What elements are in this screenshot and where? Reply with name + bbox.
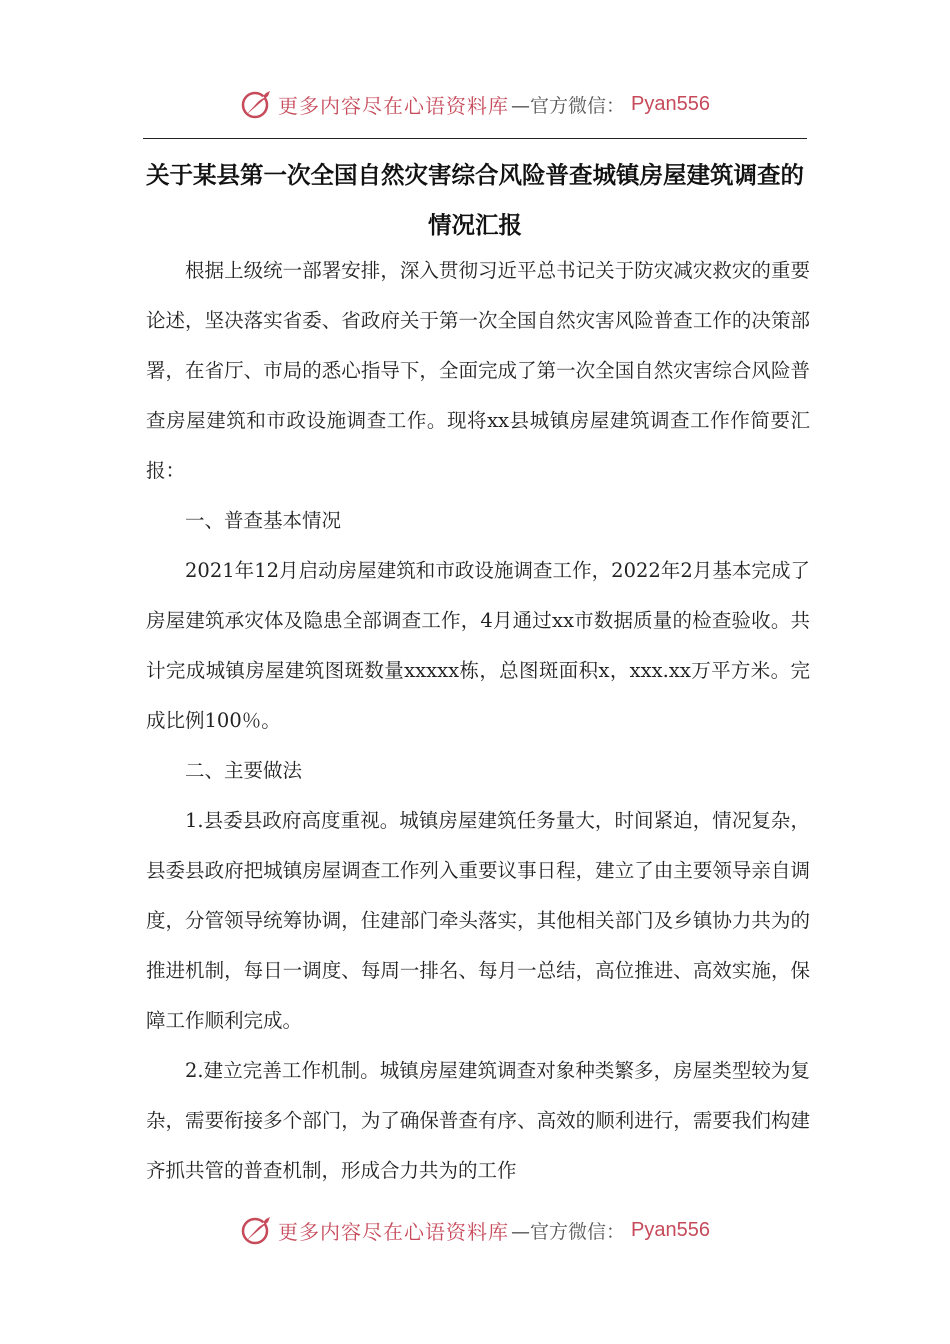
header-rule	[143, 138, 807, 139]
footer-banner	[0, 1210, 950, 1250]
quill-logo-icon	[240, 87, 274, 121]
paragraph-basic-situation: 2021年12月启动房屋建筑和市政设施调查工作，2022年2月基本完成了房屋建筑承灾体及隐患全部调查工作，4月通过xx市数据质量的检查验收。共计完成城镇房屋建筑图斑数量xxxxx栋，总图斑面积x，xxx.xx万平方米。完成比例100％。	[146, 559, 810, 732]
banner-wechat-id: Pyan556	[631, 92, 710, 115]
banner-official: —官方微信：	[511, 1220, 626, 1243]
document-title: 关于某县第一次全国自然灾害综合风险普查城镇房屋建筑调查的情况汇报	[146, 161, 804, 239]
section-heading-2: 二、主要做法	[185, 759, 303, 782]
banner-official: —官方微信：	[511, 94, 626, 117]
paragraph-item-1: 1.县委县政府高度重视。城镇房屋建筑任务量大，时间紧迫，情况复杂，县委县政府把城镇房屋调查工作列入重要议事日程，建立了由主要领导亲自调度，分管领导统筹协调，住建部门牵头落实，其他相关部门及乡镇协力共为的推进机制，每日一调度、每周一排名、每月一总结，高位推进、高效实施，保障工作顺利完成。	[146, 809, 810, 1032]
section-heading-1: 一、普查基本情况	[185, 509, 342, 532]
banner-brand: 更多内容尽在心语资料库	[278, 93, 509, 118]
banner-brand: 更多内容尽在心语资料库	[278, 1219, 509, 1244]
document-body	[146, 246, 810, 1196]
quill-logo-icon	[240, 1213, 274, 1247]
paragraph-intro: 根据上级统一部署安排，深入贯彻习近平总书记关于防灾减灾救灾的重要论述，坚决落实省委、省政府关于第一次全国自然灾害风险普查工作的决策部署，在省厅、市局的悉心指导下，全面完成了第一次全国自然灾害综合风险普查房屋建筑和市政设施调查工作。现将xx县城镇房屋建筑调查工作作简要汇报：	[146, 259, 810, 482]
paragraph-item-2: 2.建立完善工作机制。城镇房屋建筑调查对象种类繁多，房屋类型较为复杂，需要衔接多个部门，为了确保普查有序、高效的顺利进行，需要我们构建齐抓共管的普查机制，形成合力共为的工作	[146, 1059, 810, 1182]
header-banner	[0, 84, 950, 124]
banner-wechat-id: Pyan556	[631, 1218, 710, 1241]
